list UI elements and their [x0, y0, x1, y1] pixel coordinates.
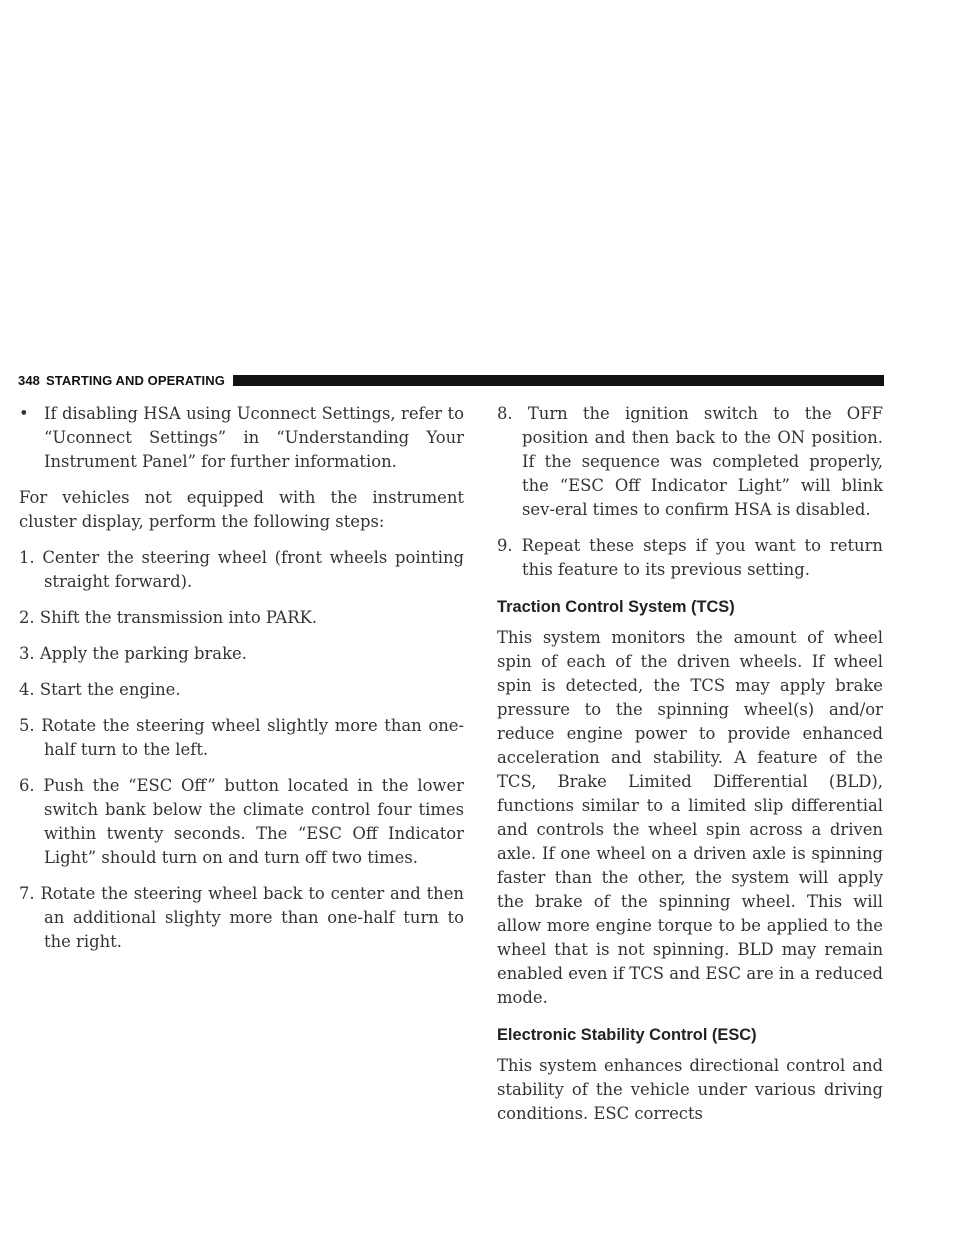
step-2: 2. Shift the transmission into PARK. [19, 608, 318, 627]
bullet-text: If disabling HSA using Uconnect Settings, refer to “Uconnect Settings” in “Understanding Your Instrument Panel” for further information. [44, 404, 464, 471]
esc-heading: Electronic Stability Control (ESC) [497, 1026, 757, 1044]
step-9: 9. Repeat these steps if you want to return this feature to its previous setting. [497, 536, 883, 579]
tcs-paragraph: This system monitors the amount of wheel spin of each of the driven wheels. If wheel spin is detected, the TCS may apply brake pressure to the spinning wheel(s) and/or reduce engine power to provide enhanced acceleration and stability. A feature of the TCS, Brake Limited Differential (BLD), functions similar to a limited slip differential and controls the wheel spin across a driven axle. If one wheel on a driven axle is spinning faster than the other, the system will apply the brake of the spinning wheel. This will allow more engine torque to be applied to the wheel that is not spinning. BLD may remain enabled even if TCS and ESC are in a reduced mode. [497, 628, 883, 1007]
step-3: 3. Apply the parking brake. [19, 644, 247, 663]
step-5: 5. Rotate the steering wheel slightly more than one-half turn to the left. [19, 716, 464, 759]
step-8: 8. Turn the ignition switch to the OFF position and then back to the ON position. If the sequence was completed properly, the “ESC Off Indicator Light” will blink sev-eral times to confirm HSA is disabled. [497, 404, 883, 519]
right-column [497, 402, 883, 1138]
page-number: 348 [18, 372, 40, 388]
step-1: 1. Center the steering wheel (front wheels pointing straight forward). [19, 548, 464, 591]
intro-paragraph: For vehicles not equipped with the instrument cluster display, perform the following steps: [19, 488, 464, 531]
esc-paragraph: This system enhances directional control and stability of the vehicle under various driving conditions. ESC corrects [497, 1056, 883, 1123]
tcs-heading: Traction Control System (TCS) [497, 598, 735, 616]
step-6: 6. Push the “ESC Off” button located in the lower switch bank below the climate control four times within twenty seconds. The “ESC Off Indicator Light” should turn on and turn off two times. [19, 776, 464, 867]
step-7: 7. Rotate the steering wheel back to center and then an additional slighty more than one-half turn to the right. [19, 884, 464, 951]
bullet-icon: • [19, 404, 29, 423]
section-title: STARTING AND OPERATING [46, 372, 225, 388]
page-header [18, 370, 884, 390]
step-4: 4. Start the engine. [19, 680, 181, 699]
bullet-item-hsa-settings [19, 402, 464, 474]
left-column [19, 402, 464, 966]
header-rule [233, 375, 884, 386]
